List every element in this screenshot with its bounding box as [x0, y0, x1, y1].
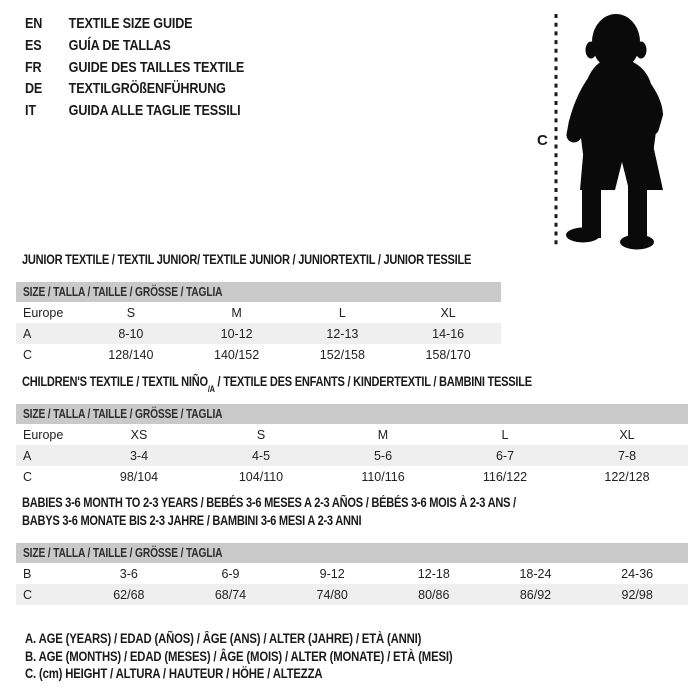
size-cell: 12-13 [290, 323, 396, 344]
language-code: EN [25, 15, 43, 32]
size-cell: 62/68 [78, 584, 180, 605]
size-cell: 10-12 [184, 323, 290, 344]
size-cell: 6-7 [444, 445, 566, 466]
footnote-c: C. (cm) HEIGHT / ALTURA / HAUTEUR / HÖHE / ALTEZZA [25, 666, 323, 682]
size-header-bar [16, 543, 688, 563]
language-code: IT [25, 102, 36, 120]
babies-table [16, 563, 688, 605]
babies-title-line: BABYS 3-6 MONATE BIS 2-3 JAHRE / BAMBINI 3-6 MESI A 2-3 ANNI [22, 512, 362, 528]
row-label: B [23, 566, 32, 581]
table-row-age [16, 323, 501, 344]
size-cell: 128/140 [108, 347, 154, 362]
size-cell: 80/86 [383, 584, 485, 605]
children-title-text: CHILDREN'S TEXTILE / TEXTIL NIÑO [22, 374, 208, 389]
footnotes [25, 630, 452, 683]
table-row-height [16, 584, 688, 605]
language-code: DE [25, 80, 43, 98]
language-row [25, 78, 244, 100]
guide-title: GUIDA ALLE TAGLIE TESSILI [68, 102, 241, 120]
row-label: C [23, 469, 33, 484]
table-row-age [16, 445, 688, 466]
size-column-header: M [231, 305, 242, 320]
size-cell: 86/92 [485, 584, 587, 605]
size-cell: 74/80 [281, 584, 383, 605]
children-title-sub: /A [207, 383, 215, 394]
region-label: Europe [23, 305, 64, 320]
size-column-header: XL [440, 305, 456, 320]
size-cell: 5-6 [322, 445, 444, 466]
size-column-header: XS [130, 427, 148, 442]
row-label: C [16, 584, 78, 605]
size-cell: 122/128 [604, 469, 650, 484]
size-header-bar [16, 282, 501, 302]
guide-title: GUIDE DES TAILLES TEXTILE [68, 58, 245, 76]
row-label: C [23, 347, 33, 362]
size-cell: 104/110 [238, 469, 284, 484]
children-table-title [22, 373, 532, 396]
language-row [25, 57, 244, 79]
children-table [16, 424, 688, 487]
guide-title: TEXTILGRÖßENFÜHRUNG [68, 80, 226, 98]
babies-title-line: BABIES 3-6 MONTH TO 2-3 YEARS / BEBÉS 3-6 MESES A 2-3 AÑOS / BÉBÉS 3-6 MOIS À 2-3 ANS / [22, 495, 516, 510]
size-header-label: SIZE / TALLA / TAILLE / GRÖSSE / TAGLIA [23, 546, 223, 560]
size-column-header: L [338, 305, 346, 320]
size-column-header: S [126, 305, 136, 320]
region-label: Europe [23, 427, 64, 442]
baby-silhouette-icon [566, 14, 663, 250]
baby-height-figure [530, 4, 696, 256]
size-column-header: M [377, 427, 389, 442]
size-column-header: L [501, 427, 509, 442]
size-cell: 6-9 [221, 566, 240, 581]
size-cell: 110/116 [361, 469, 405, 484]
children-title-text: / TEXTILE DES ENFANTS / KINDERTEXTIL / BAMBINI TESSILE [214, 374, 532, 389]
size-cell: 92/98 [586, 584, 688, 605]
size-cell: 3-4 [78, 445, 200, 466]
size-cell: 68/74 [180, 584, 282, 605]
children-size-table [16, 404, 688, 487]
size-cell: 3-6 [119, 566, 138, 581]
size-header-label: SIZE / TALLA / TAILLE / GRÖSSE / TAGLIA [23, 407, 223, 421]
table-row-months [16, 563, 688, 584]
size-cell: 8-10 [78, 323, 184, 344]
guide-title: TEXTILE SIZE GUIDE [68, 15, 193, 32]
footnote-b: B. AGE (MONTHS) / EDAD (MESES) / ÂGE (MOIS) / ALTER (MONATE) / ETÀ (MESI) [25, 648, 453, 664]
junior-size-table [16, 282, 501, 365]
size-cell: 7-8 [566, 445, 688, 466]
size-cell: 116/122 [482, 469, 528, 484]
language-code: FR [25, 58, 42, 76]
language-code: ES [25, 36, 42, 54]
size-cell: 152/158 [319, 347, 365, 362]
size-cell: 18-24 [519, 566, 552, 581]
size-cell: 24-36 [621, 566, 654, 581]
size-column-header: XL [619, 427, 635, 442]
size-cell: 140/152 [214, 347, 260, 362]
size-cell: 14-16 [395, 323, 501, 344]
table-row-height [16, 466, 688, 487]
babies-size-table [16, 543, 688, 605]
language-row [25, 35, 244, 57]
size-cell: 4-5 [200, 445, 322, 466]
table-row-height [16, 344, 501, 365]
footnote-a: A. AGE (YEARS) / EDAD (AÑOS) / ÂGE (ANS) / ALTER (JAHRE) / ETÀ (ANNI) [25, 631, 422, 646]
size-header-bar [16, 404, 688, 424]
table-row-region [16, 302, 501, 323]
babies-table-title [22, 494, 516, 529]
table-row-region [16, 424, 688, 445]
height-measure-label: C [537, 132, 548, 149]
size-cell: 9-12 [319, 566, 345, 581]
row-label: A [16, 445, 78, 466]
junior-table-title: JUNIOR TEXTILE / TEXTIL JUNIOR/ TEXTILE JUNIOR / JUNIORTEXTIL / JUNIOR TESSILE [22, 252, 472, 267]
size-header-label: SIZE / TALLA / TAILLE / GRÖSSE / TAGLIA [23, 285, 223, 299]
size-cell: 98/104 [119, 469, 159, 484]
language-row [25, 13, 244, 35]
size-cell: 12-18 [417, 566, 450, 581]
row-label: A [16, 323, 78, 344]
size-column-header: S [256, 427, 266, 442]
size-cell: 158/170 [425, 347, 471, 362]
guide-title: GUÍA DE TALLAS [68, 36, 171, 54]
language-row [25, 100, 244, 122]
language-title-list [25, 13, 244, 122]
junior-table [16, 302, 501, 365]
